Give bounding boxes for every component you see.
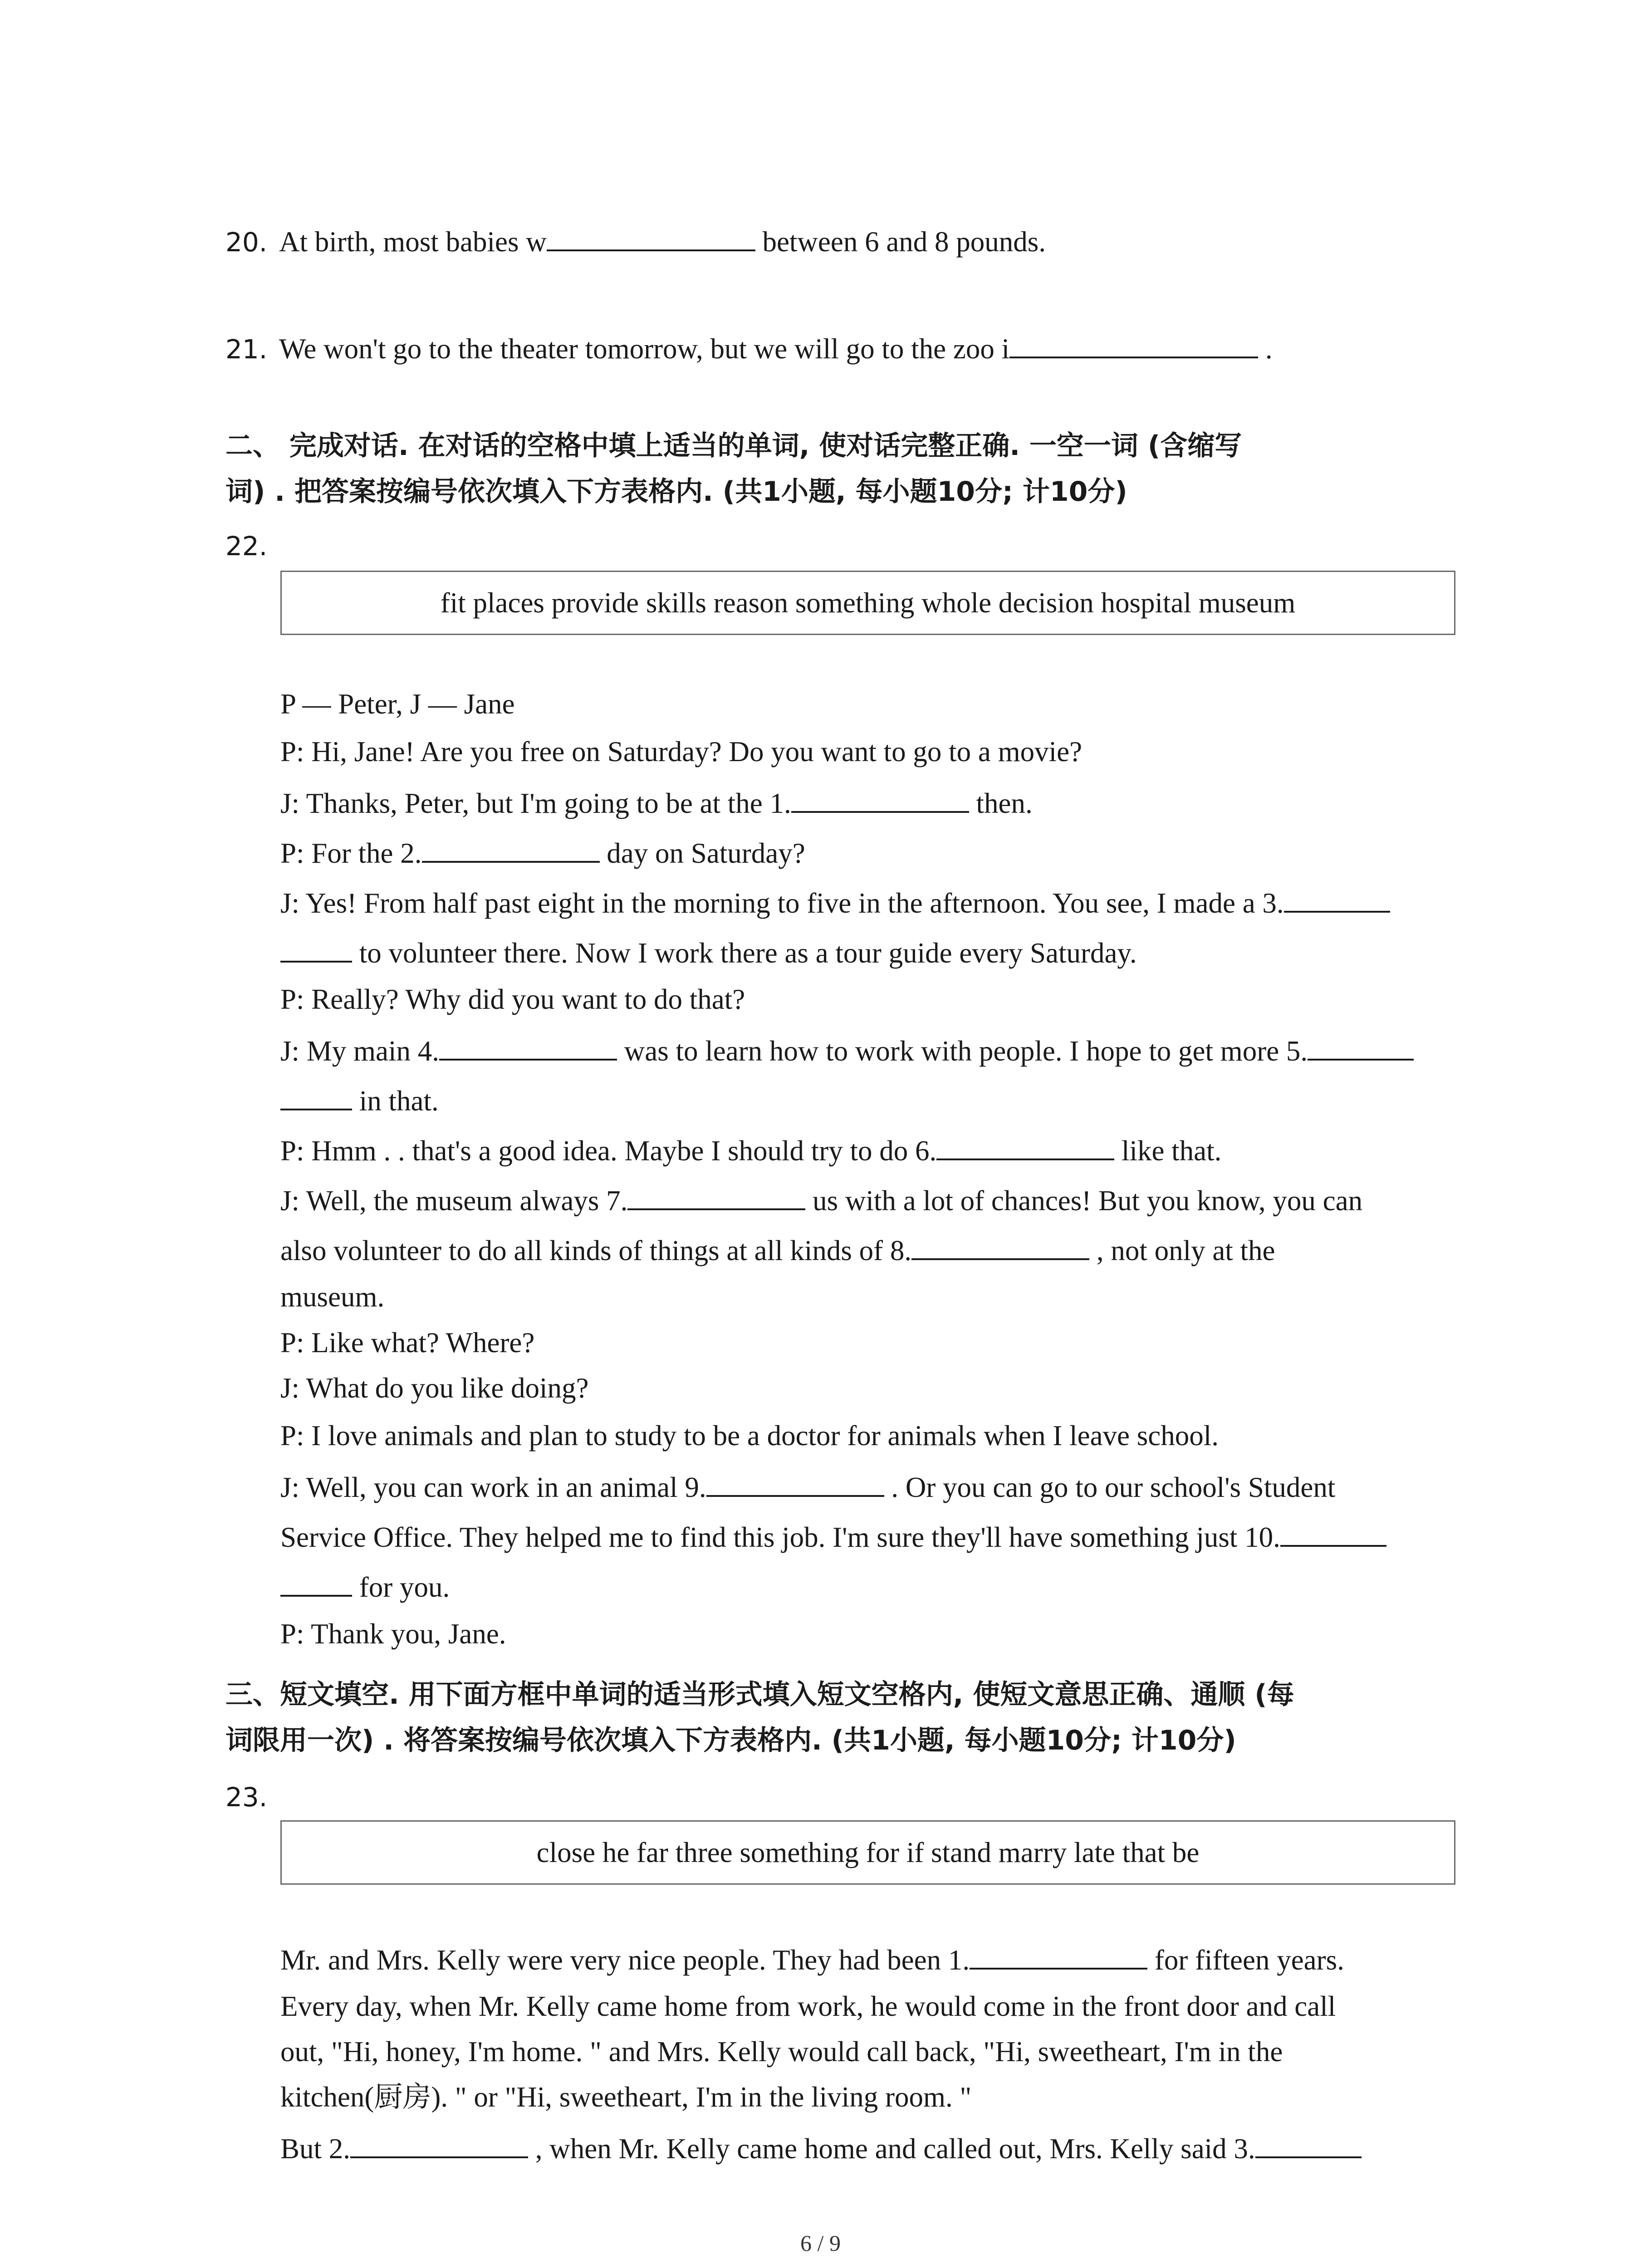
answer-blank-5-continued[interactable] xyxy=(280,1081,352,1110)
dialogue-line: for you. xyxy=(280,1568,450,1605)
question-23-number: 23. xyxy=(225,1782,268,1813)
answer-blank-8[interactable] xyxy=(911,1231,1089,1260)
dialogue-line: J: My main 4. was to learn how to work with people. I hope to get more 5. xyxy=(280,1031,1414,1069)
dialogue-line: J: What do you like doing? xyxy=(280,1372,589,1404)
passage-line: But 2. , when Mr. Kelly came home and called out, Mrs. Kelly said 3. xyxy=(280,2129,1362,2167)
dialogue-line: P: Hmm . . that's a good idea. Maybe I should try to do 6. like that. xyxy=(280,1131,1221,1169)
answer-blank-6[interactable] xyxy=(936,1131,1114,1160)
section-2-heading-line-2: 词) . 把答案按编号依次填入下方表格内. (共1小题, 每小题10分; 计10分) xyxy=(225,476,1127,508)
dialogue-line: P: For the 2. day on Saturday? xyxy=(280,834,805,871)
answer-blank-7[interactable] xyxy=(627,1181,805,1210)
dialogue-line: P: Thank you, Jane. xyxy=(280,1618,506,1650)
dialogue-line: also volunteer to do all kinds of things at all kinds of 8. , not only at the xyxy=(280,1231,1275,1269)
answer-blank-2[interactable] xyxy=(422,834,600,863)
answer-blank-3-continued[interactable] xyxy=(280,934,352,963)
dialogue-line: museum. xyxy=(280,1281,385,1313)
word-bank-22: fit places provide skills reason something whole decision hospital museum xyxy=(280,571,1455,635)
dialogue-line: P: Really? Why did you want to do that? xyxy=(280,983,745,1015)
dialogue-line: P: Hi, Jane! Are you free on Saturday? Do you want to go to a movie? xyxy=(280,736,1083,767)
answer-blank-5[interactable] xyxy=(1308,1031,1414,1061)
dialogue-line: in that. xyxy=(280,1081,439,1119)
answer-blank-1[interactable] xyxy=(791,784,969,813)
dialogue-line: J: Thanks, Peter, but I'm going to be at the 1. then. xyxy=(280,784,1033,821)
answer-blank-2[interactable] xyxy=(350,2129,528,2158)
question-20: 20. At birth, most babies w between 6 and 8 pounds. xyxy=(225,222,1046,260)
dialogue-line: P — Peter, J — Jane xyxy=(280,688,515,720)
answer-blank-4[interactable] xyxy=(439,1031,617,1061)
answer-blank-10[interactable] xyxy=(1280,1518,1386,1547)
answer-blank-1[interactable] xyxy=(970,1941,1147,1970)
answer-blank-9[interactable] xyxy=(706,1468,884,1497)
passage-line: out, "Hi, honey, I'm home. " and Mrs. Kelly would call back, "Hi, sweetheart, I'm in the xyxy=(280,2036,1283,2068)
question-number: 20. xyxy=(225,227,268,258)
answer-blank-3[interactable] xyxy=(1255,2129,1362,2158)
passage-line: kitchen(厨房). " or "Hi, sweetheart, I'm in the living room. " xyxy=(280,2081,972,2113)
answer-blank[interactable] xyxy=(1009,329,1258,358)
dialogue-line: J: Yes! From half past eight in the morning to five in the afternoon. You see, I made a 3. xyxy=(280,884,1390,921)
answer-blank[interactable] xyxy=(547,222,755,251)
word-bank-23: close he far three something for if stand marry late that be xyxy=(280,1820,1455,1885)
page-number: 6 / 9 xyxy=(800,2230,841,2256)
dialogue-line: J: Well, you can work in an animal 9. . Or you can go to our school's Student xyxy=(280,1468,1335,1505)
section-3-heading-line-1: 三、短文填空. 用下面方框中单词的适当形式填入短文空格内, 使短文意思正确、通顺 (每 xyxy=(225,1679,1294,1711)
dialogue-line: Service Office. They helped me to find this job. I'm sure they'll have something just 10. xyxy=(280,1518,1386,1555)
question-number: 21. xyxy=(225,334,268,365)
question-22-number: 22. xyxy=(225,531,268,562)
passage-line: Every day, when Mr. Kelly came home from work, he would come in the front door and call xyxy=(280,1990,1336,2022)
question-21: 21. We won't go to the theater tomorrow, but we will go to the zoo i . xyxy=(225,329,1273,367)
answer-blank-3[interactable] xyxy=(1284,884,1390,913)
section-3-heading-line-2: 词限用一次) . 将答案按编号依次填入下方表格内. (共1小题, 每小题10分; 计10分) xyxy=(225,1725,1236,1756)
dialogue-line: to volunteer there. Now I work there as a tour guide every Saturday. xyxy=(280,934,1137,971)
dialogue-line: J: Well, the museum always 7. us with a lot of chances! But you know, you can xyxy=(280,1181,1362,1219)
dialogue-line: P: I love animals and plan to study to be a doctor for animals when I leave school. xyxy=(280,1420,1219,1452)
section-2-heading-line-1: 二、 完成对话. 在对话的空格中填上适当的单词, 使对话完整正确. 一空一词 (含缩写 xyxy=(225,430,1242,462)
passage-line: Mr. and Mrs. Kelly were very nice people. They had been 1. for fifteen years. xyxy=(280,1941,1344,1978)
dialogue-line: P: Like what? Where? xyxy=(280,1327,535,1359)
answer-blank-10-continued[interactable] xyxy=(280,1568,352,1597)
